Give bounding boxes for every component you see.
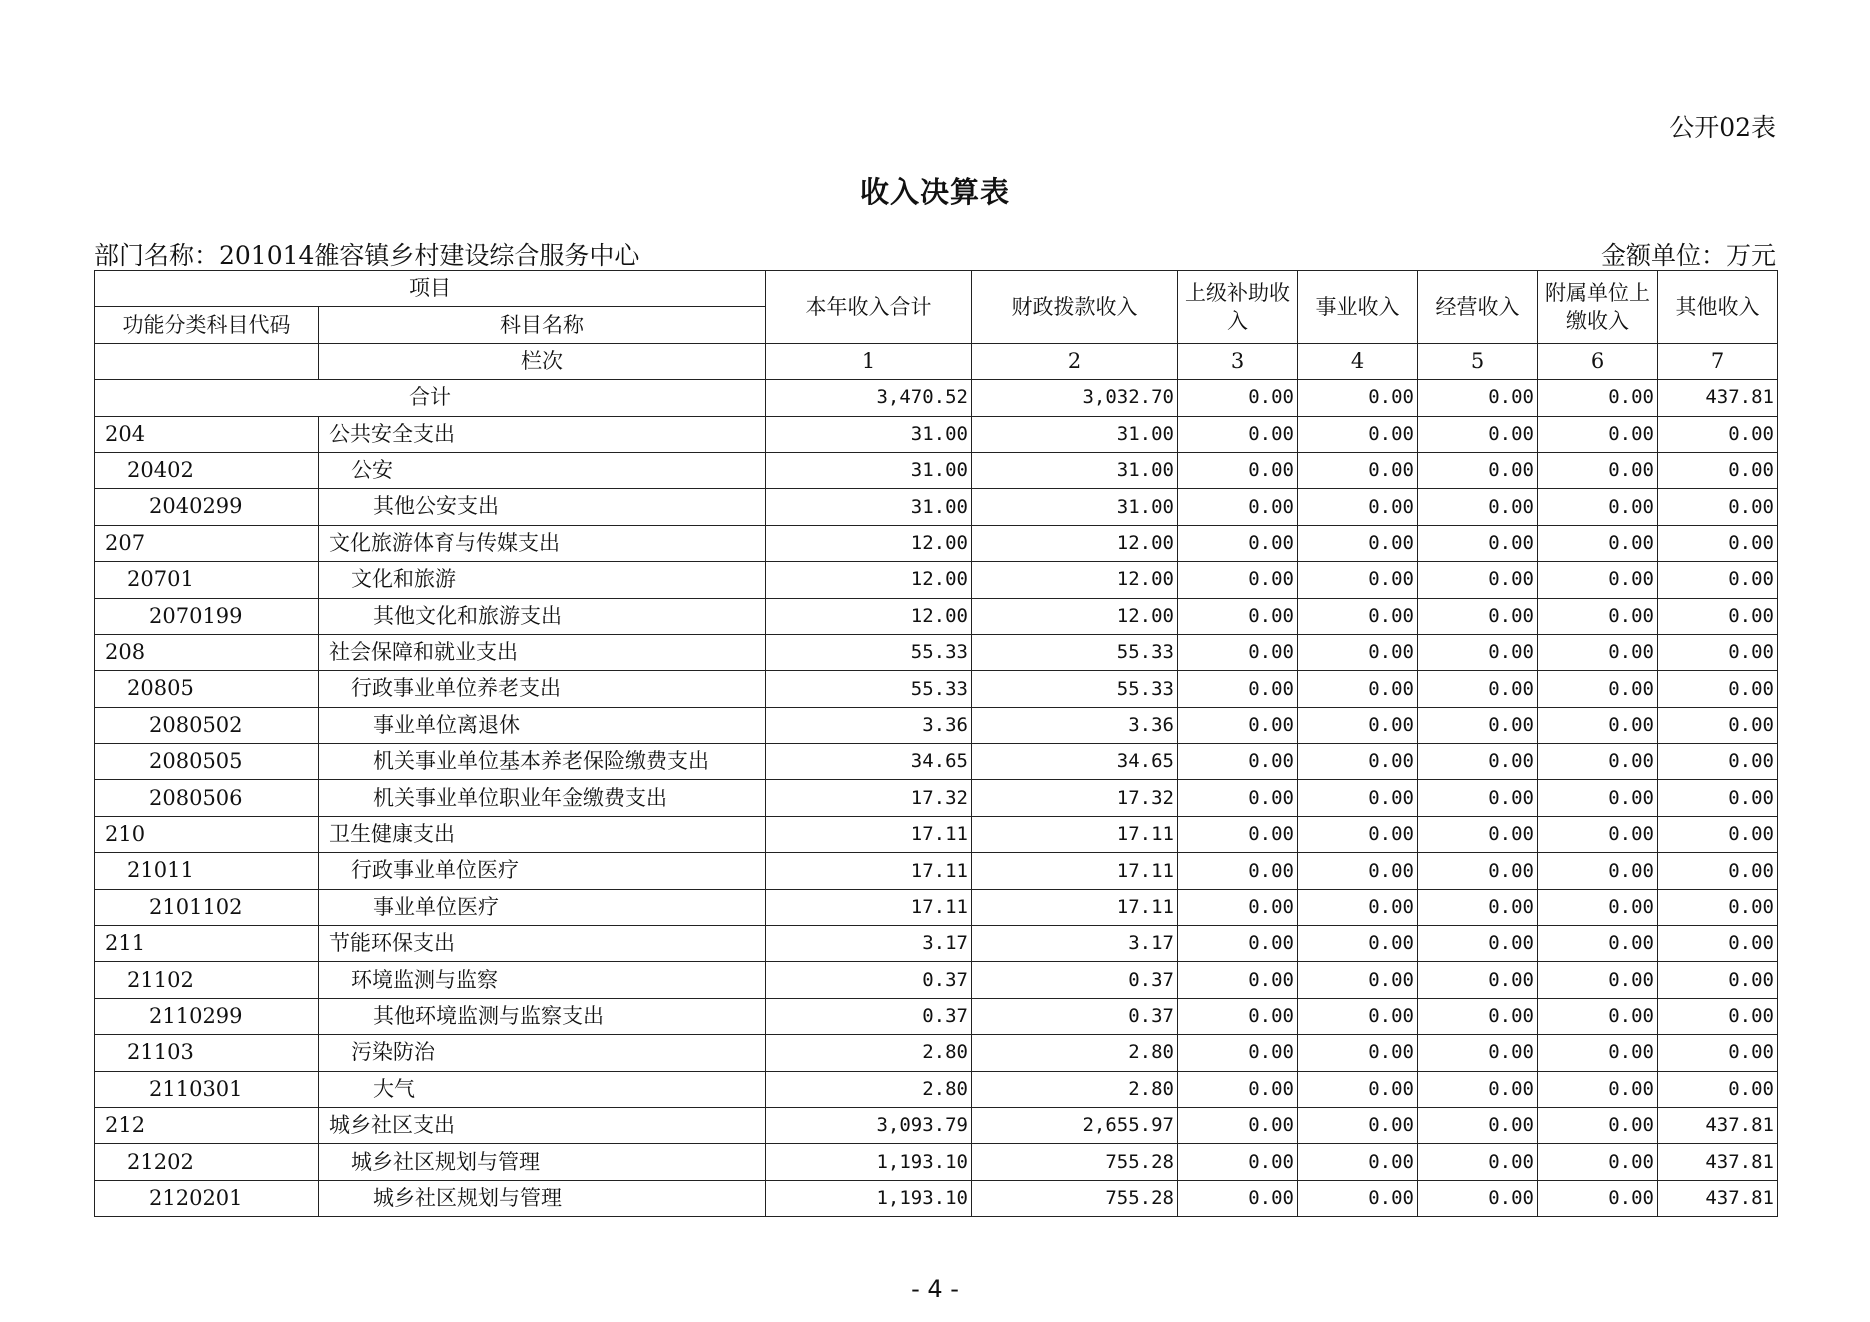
row-value: 0.00 xyxy=(1298,1071,1418,1107)
row-value: 0.00 xyxy=(1178,525,1298,561)
row-value: 0.00 xyxy=(1178,598,1298,634)
col-number: 5 xyxy=(1418,343,1538,379)
row-value: 1,193.10 xyxy=(766,1180,972,1216)
row-value: 2.80 xyxy=(972,1071,1178,1107)
row-value: 0.00 xyxy=(1538,634,1658,670)
table-row xyxy=(95,1107,1778,1143)
row-value: 0.00 xyxy=(1298,707,1418,743)
table-row xyxy=(95,1071,1778,1107)
total-label: 合计 xyxy=(95,380,766,416)
row-name: 城乡社区规划与管理 xyxy=(319,1180,766,1216)
row-code: 20701 xyxy=(95,562,319,598)
row-code: 2040299 xyxy=(95,489,319,525)
row-code: 212 xyxy=(95,1107,319,1143)
row-value: 0.00 xyxy=(1418,1180,1538,1216)
row-value: 17.11 xyxy=(766,889,972,925)
total-value: 437.81 xyxy=(1658,380,1778,416)
row-value: 0.00 xyxy=(1658,598,1778,634)
row-name: 文化旅游体育与传媒支出 xyxy=(319,525,766,561)
row-value: 55.33 xyxy=(972,634,1178,670)
table-row xyxy=(95,962,1778,998)
row-value: 0.00 xyxy=(1178,889,1298,925)
row-value: 0.00 xyxy=(1178,1035,1298,1071)
row-value: 17.11 xyxy=(766,853,972,889)
col-header-2: 财政拨款收入 xyxy=(972,271,1178,344)
row-name: 公安 xyxy=(319,452,766,488)
row-value: 12.00 xyxy=(766,598,972,634)
row-code: 207 xyxy=(95,525,319,561)
row-value: 437.81 xyxy=(1658,1144,1778,1180)
row-value: 12.00 xyxy=(972,562,1178,598)
row-value: 0.00 xyxy=(1418,816,1538,852)
row-value: 0.00 xyxy=(1178,1144,1298,1180)
row-code: 2110299 xyxy=(95,998,319,1034)
row-value: 0.00 xyxy=(1538,926,1658,962)
table-row xyxy=(95,416,1778,452)
row-value: 3.17 xyxy=(766,926,972,962)
row-name: 机关事业单位基本养老保险缴费支出 xyxy=(319,744,766,780)
row-value: 0.00 xyxy=(1298,889,1418,925)
row-value: 0.00 xyxy=(1658,853,1778,889)
table-row xyxy=(95,707,1778,743)
row-value: 0.00 xyxy=(1298,816,1418,852)
row-value: 0.00 xyxy=(1538,1071,1658,1107)
row-value: 755.28 xyxy=(972,1144,1178,1180)
row-value: 31.00 xyxy=(766,489,972,525)
form-id: 公开02表 xyxy=(1669,113,1776,142)
table-row xyxy=(95,634,1778,670)
row-value: 0.00 xyxy=(1538,598,1658,634)
row-code: 2101102 xyxy=(95,889,319,925)
row-value: 0.00 xyxy=(1658,962,1778,998)
row-value: 0.00 xyxy=(1298,416,1418,452)
row-value: 0.00 xyxy=(1298,998,1418,1034)
row-value: 0.00 xyxy=(1418,416,1538,452)
row-value: 0.00 xyxy=(1658,998,1778,1034)
row-value: 0.00 xyxy=(1658,416,1778,452)
row-name: 其他环境监测与监察支出 xyxy=(319,998,766,1034)
col-header-5: 经营收入 xyxy=(1418,271,1538,344)
row-value: 0.00 xyxy=(1178,671,1298,707)
row-code: 2080506 xyxy=(95,780,319,816)
col-number: 2 xyxy=(972,343,1178,379)
row-value: 0.00 xyxy=(1538,489,1658,525)
row-value: 0.00 xyxy=(1178,816,1298,852)
row-code: 2080502 xyxy=(95,707,319,743)
row-value: 0.00 xyxy=(1538,416,1658,452)
row-value: 0.00 xyxy=(1178,416,1298,452)
row-value: 0.00 xyxy=(1538,1107,1658,1143)
row-value: 2,655.97 xyxy=(972,1107,1178,1143)
row-value: 0.00 xyxy=(1298,926,1418,962)
row-name: 公共安全支出 xyxy=(319,416,766,452)
row-value: 0.00 xyxy=(1538,707,1658,743)
row-value: 0.00 xyxy=(1658,744,1778,780)
row-name: 污染防治 xyxy=(319,1035,766,1071)
row-value: 31.00 xyxy=(972,489,1178,525)
row-code: 2110301 xyxy=(95,1071,319,1107)
row-value: 12.00 xyxy=(972,525,1178,561)
row-name: 城乡社区支出 xyxy=(319,1107,766,1143)
row-value: 0.00 xyxy=(1658,707,1778,743)
row-value: 0.00 xyxy=(1418,562,1538,598)
row-value: 0.00 xyxy=(1418,1144,1538,1180)
row-value: 0.00 xyxy=(1178,1180,1298,1216)
row-value: 0.00 xyxy=(1658,525,1778,561)
row-value: 0.00 xyxy=(1418,598,1538,634)
row-value: 0.00 xyxy=(1298,744,1418,780)
col-number: 3 xyxy=(1178,343,1298,379)
header-row-1 xyxy=(95,271,1778,307)
row-value: 0.00 xyxy=(1418,998,1538,1034)
col-header-4: 事业收入 xyxy=(1298,271,1418,344)
total-value: 0.00 xyxy=(1538,380,1658,416)
row-value: 0.00 xyxy=(1538,780,1658,816)
table-row xyxy=(95,816,1778,852)
row-value: 2.80 xyxy=(972,1035,1178,1071)
table-row xyxy=(95,889,1778,925)
table-row xyxy=(95,598,1778,634)
department-name: 部门名称：201014雒容镇乡村建设综合服务中心 xyxy=(94,241,640,270)
row-value: 17.11 xyxy=(766,816,972,852)
row-value: 34.65 xyxy=(972,744,1178,780)
row-value: 0.00 xyxy=(1178,707,1298,743)
row-value: 2.80 xyxy=(766,1071,972,1107)
table-row xyxy=(95,1180,1778,1216)
row-code: 2070199 xyxy=(95,598,319,634)
table-row xyxy=(95,1144,1778,1180)
row-code: 2080505 xyxy=(95,744,319,780)
page-title: 收入决算表 xyxy=(859,175,1010,209)
column-number-row xyxy=(95,343,1778,379)
row-value: 0.37 xyxy=(972,962,1178,998)
amount-unit: 金额单位：万元 xyxy=(1600,241,1776,270)
row-value: 0.00 xyxy=(1418,452,1538,488)
row-value: 0.00 xyxy=(1178,744,1298,780)
table-row xyxy=(95,744,1778,780)
row-name: 环境监测与监察 xyxy=(319,962,766,998)
row-value: 0.00 xyxy=(1298,1107,1418,1143)
row-value: 0.00 xyxy=(1298,598,1418,634)
row-value: 0.00 xyxy=(1178,926,1298,962)
col-header-6: 附属单位上缴收入 xyxy=(1538,271,1658,344)
row-name: 城乡社区规划与管理 xyxy=(319,1144,766,1180)
row-value: 0.00 xyxy=(1298,1180,1418,1216)
row-code: 204 xyxy=(95,416,319,452)
row-value: 55.33 xyxy=(972,671,1178,707)
row-value: 0.00 xyxy=(1178,853,1298,889)
project-header: 项目 xyxy=(95,271,766,307)
row-code: 20805 xyxy=(95,671,319,707)
row-code: 2120201 xyxy=(95,1180,319,1216)
row-code: 210 xyxy=(95,816,319,852)
row-value: 0.00 xyxy=(1418,1035,1538,1071)
row-name: 事业单位医疗 xyxy=(319,889,766,925)
row-value: 755.28 xyxy=(972,1180,1178,1216)
row-name: 大气 xyxy=(319,1071,766,1107)
total-row xyxy=(95,380,1778,416)
row-value: 17.32 xyxy=(766,780,972,816)
row-value: 0.00 xyxy=(1538,1180,1658,1216)
row-name: 其他公安支出 xyxy=(319,489,766,525)
table-row xyxy=(95,780,1778,816)
row-value: 0.00 xyxy=(1418,489,1538,525)
row-name: 事业单位离退休 xyxy=(319,707,766,743)
row-value: 0.00 xyxy=(1658,816,1778,852)
row-code: 21102 xyxy=(95,962,319,998)
page-number: - 4 - xyxy=(911,1275,959,1303)
blank-cell xyxy=(95,343,319,379)
table-row xyxy=(95,489,1778,525)
code-header: 功能分类科目代码 xyxy=(95,307,319,343)
row-value: 0.00 xyxy=(1658,562,1778,598)
row-code: 21202 xyxy=(95,1144,319,1180)
row-value: 0.37 xyxy=(766,998,972,1034)
row-name: 文化和旅游 xyxy=(319,562,766,598)
total-value: 3,032.70 xyxy=(972,380,1178,416)
total-value: 0.00 xyxy=(1418,380,1538,416)
row-value: 0.00 xyxy=(1538,889,1658,925)
meta-line xyxy=(94,236,1776,270)
row-value: 55.33 xyxy=(766,671,972,707)
row-value: 3.36 xyxy=(972,707,1178,743)
row-value: 0.00 xyxy=(1538,1035,1658,1071)
row-value: 0.00 xyxy=(1298,1144,1418,1180)
row-value: 0.37 xyxy=(972,998,1178,1034)
row-value: 31.00 xyxy=(972,416,1178,452)
row-value: 0.00 xyxy=(1178,562,1298,598)
row-value: 0.00 xyxy=(1418,744,1538,780)
row-value: 0.00 xyxy=(1178,780,1298,816)
row-value: 0.00 xyxy=(1538,671,1658,707)
row-name: 行政事业单位医疗 xyxy=(319,853,766,889)
row-value: 0.00 xyxy=(1658,1071,1778,1107)
row-value: 12.00 xyxy=(972,598,1178,634)
row-value: 31.00 xyxy=(766,416,972,452)
row-value: 0.00 xyxy=(1538,744,1658,780)
row-value: 31.00 xyxy=(972,452,1178,488)
row-value: 0.00 xyxy=(1298,780,1418,816)
row-name: 行政事业单位养老支出 xyxy=(319,671,766,707)
row-value: 0.00 xyxy=(1658,634,1778,670)
row-value: 0.00 xyxy=(1658,671,1778,707)
row-value: 0.00 xyxy=(1178,489,1298,525)
row-value: 17.32 xyxy=(972,780,1178,816)
row-code: 21011 xyxy=(95,853,319,889)
row-value: 0.00 xyxy=(1298,489,1418,525)
row-value: 0.00 xyxy=(1658,889,1778,925)
row-name: 节能环保支出 xyxy=(319,926,766,962)
row-code: 211 xyxy=(95,926,319,962)
col-number: 1 xyxy=(766,343,972,379)
table-row xyxy=(95,853,1778,889)
row-value: 0.00 xyxy=(1298,853,1418,889)
col-header-1: 本年收入合计 xyxy=(766,271,972,344)
row-name: 卫生健康支出 xyxy=(319,816,766,852)
row-value: 0.00 xyxy=(1418,926,1538,962)
table-row xyxy=(95,452,1778,488)
row-value: 0.00 xyxy=(1178,1107,1298,1143)
row-value: 12.00 xyxy=(766,562,972,598)
col-number: 6 xyxy=(1538,343,1658,379)
row-value: 0.00 xyxy=(1538,853,1658,889)
col-number: 7 xyxy=(1658,343,1778,379)
row-value: 0.00 xyxy=(1538,962,1658,998)
row-value: 0.00 xyxy=(1298,962,1418,998)
row-name: 其他文化和旅游支出 xyxy=(319,598,766,634)
row-value: 0.00 xyxy=(1658,780,1778,816)
table-row xyxy=(95,562,1778,598)
table-row xyxy=(95,525,1778,561)
col-number: 4 xyxy=(1298,343,1418,379)
row-value: 0.00 xyxy=(1658,452,1778,488)
row-value: 0.00 xyxy=(1418,1107,1538,1143)
col-label: 栏次 xyxy=(319,343,766,379)
name-header: 科目名称 xyxy=(319,307,766,343)
row-value: 0.00 xyxy=(1418,1071,1538,1107)
row-value: 437.81 xyxy=(1658,1180,1778,1216)
total-value: 0.00 xyxy=(1178,380,1298,416)
row-value: 0.00 xyxy=(1178,962,1298,998)
row-value: 3,093.79 xyxy=(766,1107,972,1143)
row-value: 0.00 xyxy=(1658,926,1778,962)
row-name: 机关事业单位职业年金缴费支出 xyxy=(319,780,766,816)
row-value: 3.17 xyxy=(972,926,1178,962)
row-code: 20402 xyxy=(95,452,319,488)
row-value: 31.00 xyxy=(766,452,972,488)
row-value: 0.00 xyxy=(1658,489,1778,525)
row-value: 17.11 xyxy=(972,816,1178,852)
row-value: 0.00 xyxy=(1538,1144,1658,1180)
row-code: 21103 xyxy=(95,1035,319,1071)
row-value: 0.00 xyxy=(1298,452,1418,488)
col-header-7: 其他收入 xyxy=(1658,271,1778,344)
row-value: 0.00 xyxy=(1178,1071,1298,1107)
row-value: 0.00 xyxy=(1538,525,1658,561)
row-value: 0.00 xyxy=(1418,780,1538,816)
income-table xyxy=(94,270,1778,1217)
table-row xyxy=(95,1035,1778,1071)
row-value: 0.00 xyxy=(1418,853,1538,889)
row-value: 0.00 xyxy=(1178,452,1298,488)
row-value: 0.00 xyxy=(1538,452,1658,488)
row-value: 55.33 xyxy=(766,634,972,670)
row-value: 0.00 xyxy=(1658,1035,1778,1071)
total-value: 3,470.52 xyxy=(766,380,972,416)
row-value: 0.00 xyxy=(1538,998,1658,1034)
row-value: 0.00 xyxy=(1418,962,1538,998)
row-value: 0.00 xyxy=(1178,634,1298,670)
row-value: 17.11 xyxy=(972,889,1178,925)
row-value: 0.00 xyxy=(1418,525,1538,561)
row-code: 208 xyxy=(95,634,319,670)
row-value: 3.36 xyxy=(766,707,972,743)
row-name: 社会保障和就业支出 xyxy=(319,634,766,670)
table-row xyxy=(95,926,1778,962)
table-row xyxy=(95,671,1778,707)
row-value: 34.65 xyxy=(766,744,972,780)
row-value: 0.00 xyxy=(1418,707,1538,743)
row-value: 0.00 xyxy=(1298,525,1418,561)
row-value: 0.00 xyxy=(1538,562,1658,598)
row-value: 0.00 xyxy=(1418,634,1538,670)
row-value: 2.80 xyxy=(766,1035,972,1071)
row-value: 0.37 xyxy=(766,962,972,998)
row-value: 437.81 xyxy=(1658,1107,1778,1143)
row-value: 17.11 xyxy=(972,853,1178,889)
row-value: 0.00 xyxy=(1298,1035,1418,1071)
row-value: 1,193.10 xyxy=(766,1144,972,1180)
row-value: 0.00 xyxy=(1298,634,1418,670)
row-value: 0.00 xyxy=(1418,671,1538,707)
row-value: 0.00 xyxy=(1538,816,1658,852)
total-value: 0.00 xyxy=(1298,380,1418,416)
row-value: 0.00 xyxy=(1418,889,1538,925)
row-value: 0.00 xyxy=(1298,671,1418,707)
row-value: 0.00 xyxy=(1298,562,1418,598)
row-value: 12.00 xyxy=(766,525,972,561)
row-value: 0.00 xyxy=(1178,998,1298,1034)
table-row xyxy=(95,998,1778,1034)
col-header-3: 上级补助收入 xyxy=(1178,271,1298,344)
